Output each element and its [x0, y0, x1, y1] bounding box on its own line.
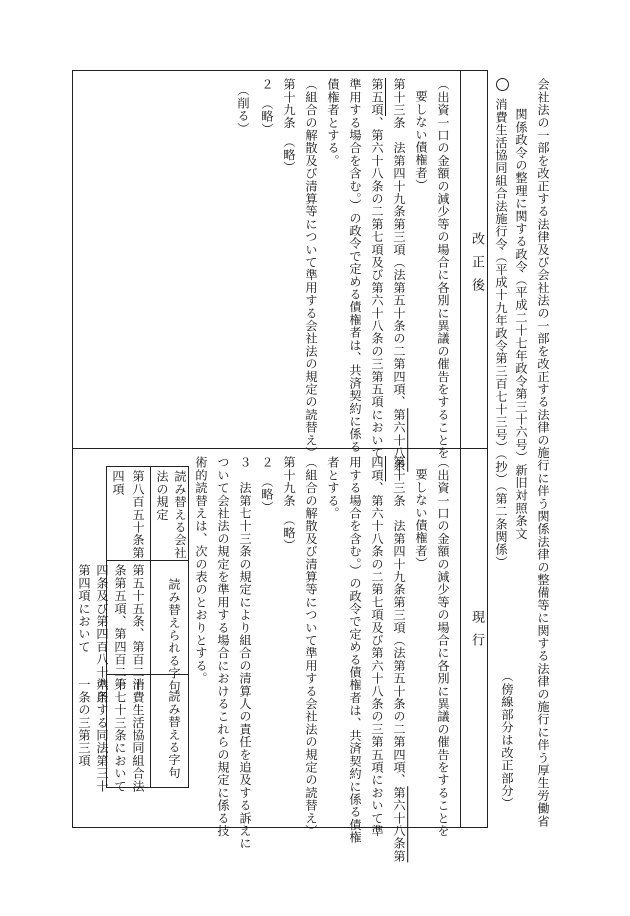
table-r1c3-line2: 第七十三条において — [113, 678, 127, 793]
title-line-1: 会社法の一部を改正する法律及び会社法の一部を改正する法律の施行に伴う関係法律の整備等に関する法律の施行に伴う厚生労働省 — [536, 78, 550, 828]
revised-art13-text-2: 、第六十八条の二第七項及び第六十八条の三第五項において — [370, 116, 384, 460]
table-border-top — [72, 70, 488, 71]
current-heading-1b: 要しない債権者） — [414, 468, 428, 570]
current-heading-2: （組合の解散及び清算等について準用する会社法の規定の読替え） — [304, 456, 318, 837]
table-header-1-line1: 読み替える会社 — [173, 470, 187, 559]
annotation-note: （傍線部分は改正部分） — [500, 670, 514, 810]
current-art13-line1 — [388, 456, 410, 862]
column-header-current: 現行 — [469, 610, 484, 656]
revised-amended-text: 第六十八条 — [392, 408, 406, 472]
current-paragraph-2: ２ （略） — [260, 456, 274, 514]
table-r1c1-line2: 四項 — [111, 470, 125, 496]
readings-table-line — [150, 466, 151, 788]
current-paragraph-3-line3: 術的読替えは、次の表のとおりとする。 — [194, 456, 208, 685]
table-r1c3-line4: 一条の三第三項 — [77, 678, 91, 767]
table-header-1-line2: 法の規定 — [155, 470, 169, 521]
current-art13-line4: 者とする。 — [326, 456, 340, 520]
readings-table-line — [106, 466, 189, 467]
revised-art19: 第十九条 （略） — [282, 78, 296, 174]
table-r1c3-line1: 消費生活協同組合法 — [131, 678, 145, 793]
current-amended-text: 第六十八条第 — [392, 786, 406, 863]
current-art13-text: 第十三条 法第四十九条第三項（法第五十条の二第四項、 — [392, 456, 406, 787]
current-amended-text-2: 四項 — [370, 456, 384, 482]
table-border-left — [72, 70, 73, 828]
revised-art13-line3: 準用する場合を含む。）の政令で定める債権者は、共済契約に係る — [348, 78, 362, 453]
revised-art13-text: 第十三条 法第四十九条第三項（法第五十条の二第四項、 — [392, 78, 406, 409]
column-divider — [72, 448, 488, 449]
current-paragraph-3-line1: ３ 法第七十三条の規定により組合の清算人の責任を追及する訴えに — [238, 456, 252, 850]
revised-heading-2: （組合の解散及び清算等について準用する会社法の規定の読替え） — [304, 78, 318, 459]
table-r1c2-line2: 条第五項、第四百二十 — [113, 564, 127, 691]
table-border-right — [487, 70, 488, 828]
revised-amended-text-2: 第五項 — [370, 78, 384, 117]
table-r1c1-line1: 第八百五十条第 — [131, 470, 145, 559]
table-border-bottom — [72, 827, 488, 828]
column-header-revised: 改正後 — [469, 232, 484, 301]
table-r1c2-line1: 第五十五条、第百二十 — [131, 564, 145, 691]
table-r1c2-line4: 第四項において — [77, 564, 91, 653]
table-header-3: 読み替える字句 — [167, 690, 181, 779]
readings-table-line — [106, 560, 189, 561]
header-divider — [460, 70, 461, 828]
current-heading-1: （出資一口の金額の減少等の場合に各別に異議の催告をすることを — [436, 456, 450, 837]
current-art13-line2 — [366, 456, 388, 837]
revised-art13-line2 — [366, 78, 388, 459]
revised-art13-line1 — [388, 78, 410, 472]
revised-paragraph-2: ２ （略） — [260, 78, 274, 136]
current-art13-text-2: 、第六十八条の二第七項及び第六十八条の三第五項において準 — [370, 481, 384, 838]
table-r1c2-line3: 四条及び第四百八十六条 — [95, 564, 109, 704]
circle-bullet-icon — [496, 78, 509, 91]
revised-paragraph-3: （削る） — [236, 84, 250, 135]
title-line-2: 関係政令の整理に関する政令（平成二十七年政令第三十六号）新旧対照条文 — [514, 108, 528, 540]
revised-heading-1b: 要しない債権者） — [414, 90, 428, 192]
table-r1c3-line3: 準用する同法第三十 — [95, 678, 109, 793]
revised-art13-line4: 債権者とする。 — [326, 78, 340, 167]
current-art19: 第十九条 （略） — [282, 456, 296, 552]
current-art13-line3: 用する場合を含む。）の政令で定める債権者は、共済契約に係る債権 — [348, 456, 362, 844]
subtitle: 消費生活協同組合法施行令（平成十九年政令第三百七十三号）（抄）（第二条関係） — [494, 98, 508, 569]
table-header-2: 読み替えられる字句 — [167, 578, 181, 693]
revised-heading-1: （出資一口の金額の減少等の場合に各別に異議の催告をすることを — [436, 78, 450, 459]
current-paragraph-3-line2: ついて会社法の規定を準用する場合におけるこれらの規定に係る技 — [216, 456, 230, 837]
